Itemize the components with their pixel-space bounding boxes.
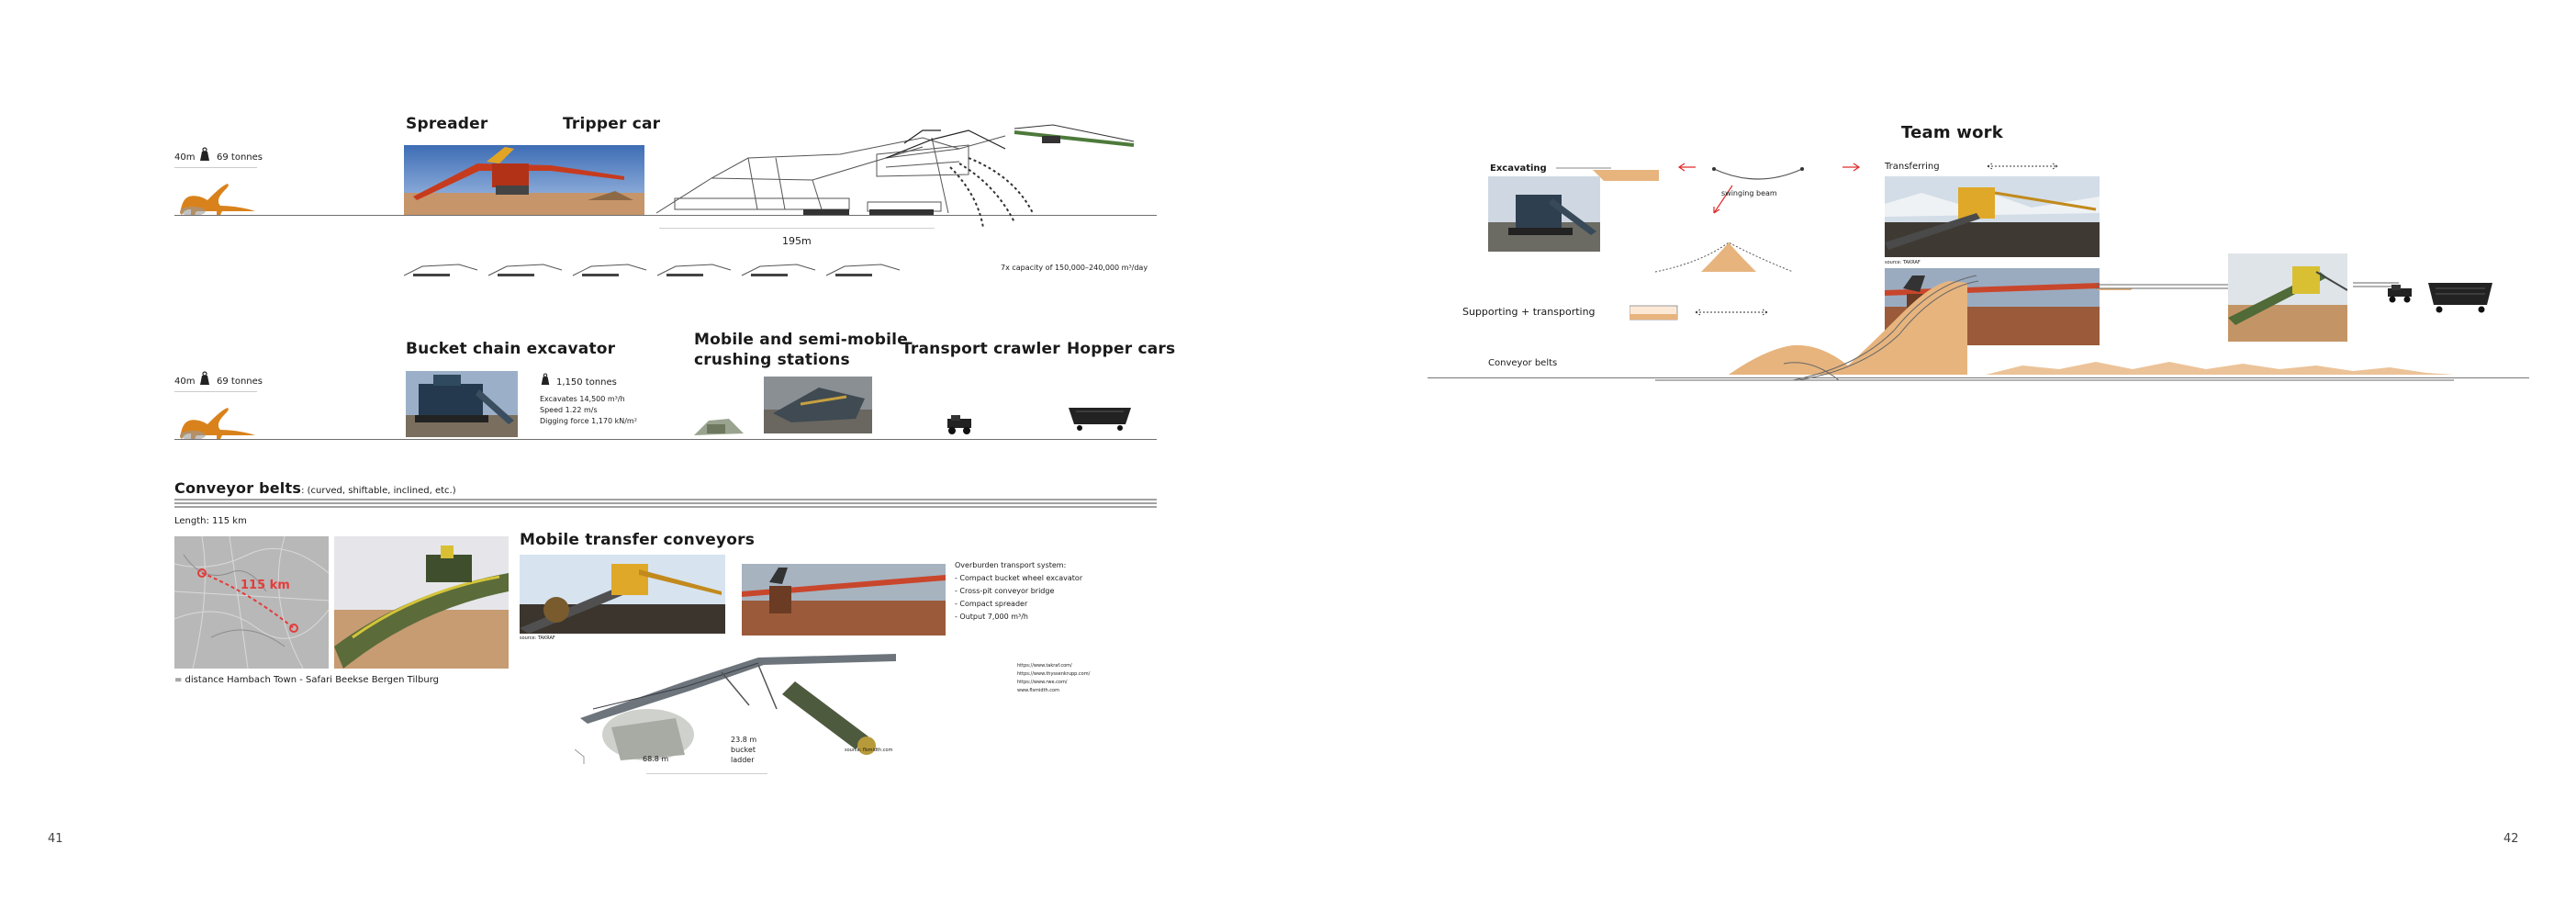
right-ground-line [1428,377,2529,378]
scale-underline [174,391,257,392]
hopper-car-icon [2426,279,2494,314]
system-item-1: - Compact bucket wheel excavator [955,574,1083,582]
mobile-transfer-title: Mobile transfer conveyors [520,531,756,549]
team-work-conveyor-profile [1472,266,2509,382]
conveyor-heading [174,479,456,497]
excavator-photo [1488,176,1600,252]
drawing-scale-line [646,773,767,774]
page-number-left: 41 [48,832,63,846]
transferring-arrow [1986,162,2059,171]
conveyor-belts-label: Conveyor belts [1488,358,1558,368]
dinosaur-icon [174,180,257,217]
bucket-chain-photo [406,371,518,437]
conveyor-belt-line [173,498,1159,509]
system-item-2: - Cross-pit conveyor bridge [955,587,1055,595]
route-map [174,536,329,669]
distance-caption: = distance Hambach Town - Safari Beekse Bergen Tilburg [174,675,439,685]
hopper-cars-title: Hopper cars [1067,340,1176,358]
source-link-1[interactable]: https://www.takraf.com/ [1017,663,1072,669]
mobile-transfer-photo-1 [520,555,725,634]
spreader-icons-row [404,259,991,279]
right-page [1288,0,2576,911]
bucket-chain-title: Bucket chain excavator [406,340,616,358]
bucket-weight: 1,150 tonnes [556,377,617,388]
team-work-title: Team work [1901,123,2003,142]
system-item-4: - Output 7,000 m³/h [955,613,1028,621]
capacity-note: 7x capacity of 150,000–240,000 m³/day [1001,264,1148,272]
mobile-transfer-photo-2 [742,564,946,635]
transport-crawler-title: Transport crawler [902,340,1060,358]
system-title: Overburden transport system: [955,561,1067,569]
tripper-title: Tripper car [563,115,661,133]
transfer-photo-1 [1885,176,2100,257]
hopper-car-icon [1067,404,1133,432]
conveyor-subtitle: : (curved, shiftable, inclined, etc.) [301,486,456,496]
spreader-title: Spreader [406,115,488,133]
row1-ref-height: 40m [174,152,196,163]
photo-source: source: TAKRAF [1885,260,1921,265]
swinging-beam-diagram [1677,162,1861,244]
weight-icon [198,147,211,162]
bucket-spec-1: Excavates 14,500 m³/h [540,395,625,403]
system-item-3: - Compact spreader [955,600,1028,608]
row2-ground-line [174,439,1157,440]
crushing-station-photo [764,377,872,433]
page-number-right: 42 [2503,832,2519,846]
length-label: 195m [782,235,812,247]
supporting-label: Supporting + transporting [1462,306,1596,318]
transport-crawler-icon [946,415,973,435]
crawler-icon [2386,285,2414,303]
drawing-source: source: flsmidth.com [845,748,893,753]
scale-underline [174,167,257,168]
row1-ref-weight: 69 tonnes [217,152,263,163]
source-link-2[interactable]: https://www.thyssenkrupp.com/ [1017,671,1091,677]
spreader-photo-right [2228,253,2347,342]
source-link-4[interactable]: www.flsmidth.com [1017,688,1059,693]
crushing-title-line1: Mobile and semi-mobile [694,331,908,349]
dinosaur-icon [174,404,257,441]
row2-ref-height: 40m [174,377,196,387]
row2-ref-weight: 69 tonnes [217,377,263,387]
swinging-beam-label: swinging beam [1721,189,1777,197]
length-scale-line [659,228,935,229]
curved-conveyor-photo [334,536,509,669]
crushing-station-small-icon [690,411,747,439]
bucket-spec-3: Digging force 1,170 kN/m² [540,417,637,425]
source-link-3[interactable]: https://www.rwe.com/ [1017,680,1068,685]
tripper-car-drawing [656,121,1152,231]
photo-source: source: TAKRAF [520,635,555,641]
excavating-label: Excavating [1490,163,1547,174]
transferring-label: Transferring [1885,162,1940,172]
bucket-spec-2: Speed 1.22 m/s [540,406,598,414]
weight-icon [540,373,551,386]
map-distance-label: 115 km [241,579,290,592]
drawing-dim-1: 68.8 m [643,755,669,763]
weight-icon [198,371,211,386]
conveyor-title: Conveyor belts [174,479,302,497]
conveyor-length: Length: 115 km [174,516,247,526]
crushing-title-line2: crushing stations [694,351,850,369]
drawing-dim-2: 23.8 m bucket ladder [731,736,757,764]
spreader-photo [404,145,644,215]
